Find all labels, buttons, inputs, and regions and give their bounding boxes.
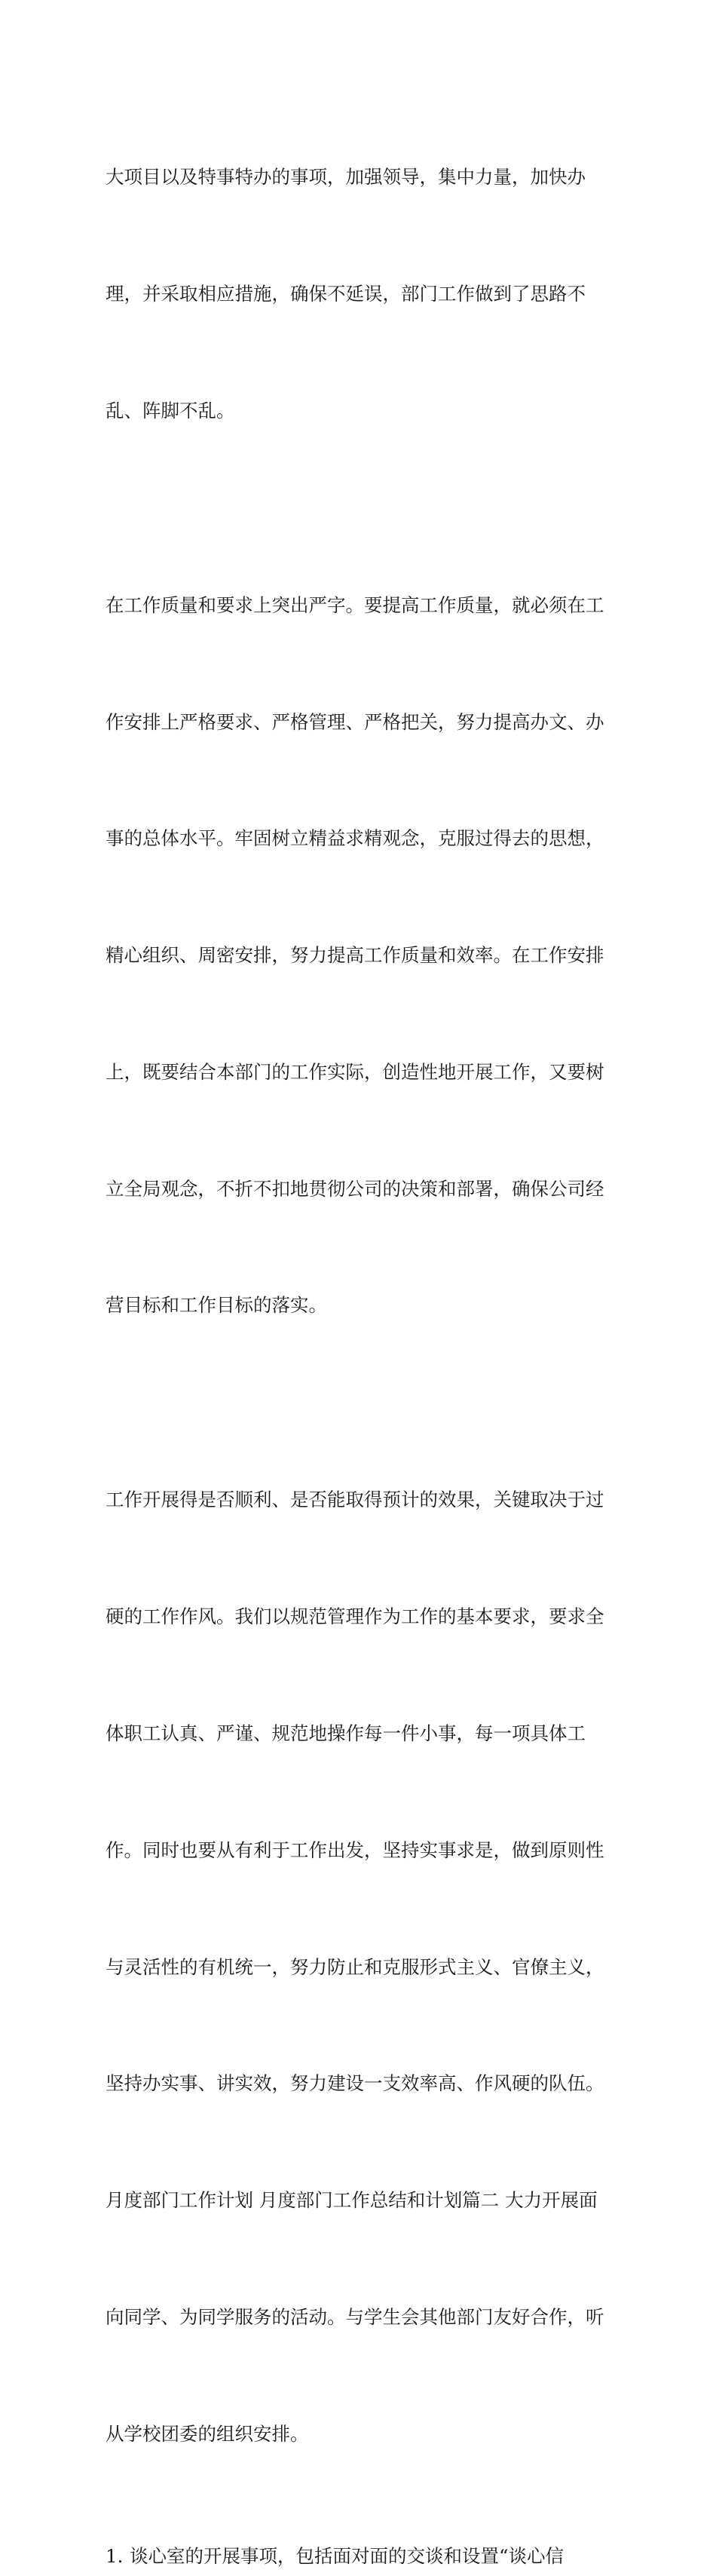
text-line: 事的总体水平。牢固树立精益求精观念，克服过得去的思想， bbox=[106, 827, 604, 850]
text-line: 在工作质量和要求上突出严字。要提高工作质量，就必须在工 bbox=[106, 593, 604, 616]
numbered-list-item bbox=[106, 2537, 612, 2576]
text-line: 作。同时也要从有利于工作出发，坚持实事求是，做到原则性 bbox=[106, 1838, 604, 1861]
text-line: 大项目以及特事特办的事项，加强领导，集中力量，加快办 bbox=[106, 166, 586, 189]
text-line: 营目标和工作目标的落实。 bbox=[106, 1294, 327, 1317]
text-line: 从学校团委的组织安排。 bbox=[106, 2422, 309, 2445]
text-line: 坚持办实事、讲实效，努力建设一支效率高、作风硬的队伍。 bbox=[106, 2072, 604, 2095]
text-line: 作安排上严格要求、严格管理、严格把关，努力提高办文、办 bbox=[106, 710, 604, 733]
list-number: 1. bbox=[106, 2545, 124, 2568]
text-line: 理，并采取相应措施，确保不延误，部门工作做到了思路不 bbox=[106, 282, 586, 305]
text-line: 乱、阵脚不乱。 bbox=[106, 399, 235, 422]
paragraph-3 bbox=[106, 1403, 612, 2531]
text-line: 硬的工作作风。我们以规范管理作为工作的基本要求，要求全 bbox=[106, 1605, 604, 1628]
text-line: 月度部门工作计划 月度部门工作总结和计划篇二 大力开展面 bbox=[106, 2189, 598, 2212]
text-line: 体职工认真、严谨、规范地操作每一件小事，每一项具体工 bbox=[106, 1722, 586, 1744]
paragraph-1 bbox=[106, 80, 612, 508]
list-item-text: 谈心室的开展事项，包括面对面的交谈和设置“谈心信 bbox=[130, 2545, 565, 2568]
paragraph-2 bbox=[106, 508, 612, 1403]
text-line: 向同学、为同学服务的活动。与学生会其他部门友好合作，听 bbox=[106, 2305, 604, 2328]
text-line: 立全局观念，不折不扣地贯彻公司的决策和部署，确保公司经 bbox=[106, 1177, 604, 1200]
text-line: 与灵活性的有机统一，努力防止和克服形式主义、官僚主义， bbox=[106, 1955, 604, 1978]
text-line: 工作开展得是否顺利、是否能取得预计的效果，关键取决于过 bbox=[106, 1489, 604, 1511]
text-line: 精心组织、周密安排，努力提高工作质量和效率。在工作安排 bbox=[106, 944, 604, 967]
text-line: 上，既要结合本部门的工作实际，创造性地开展工作，又要树 bbox=[106, 1060, 604, 1083]
document-body bbox=[106, 80, 612, 2576]
